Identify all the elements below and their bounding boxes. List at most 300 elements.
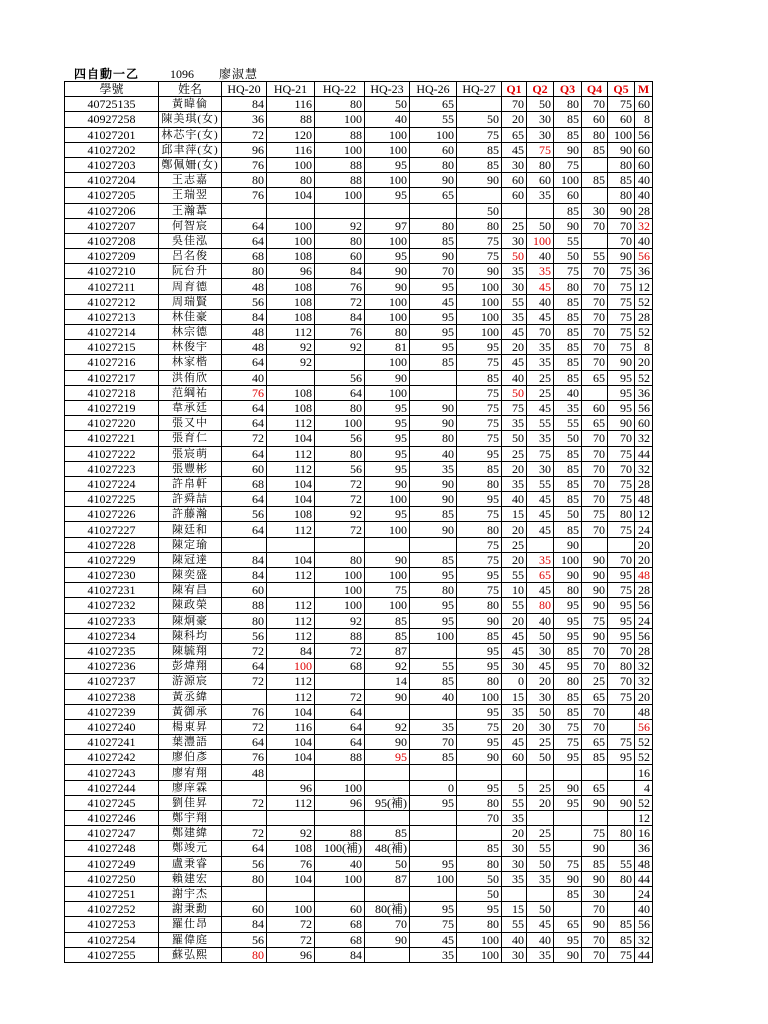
cell-hq23 [365, 947, 410, 962]
table-row [65, 886, 653, 901]
table-row [65, 400, 653, 415]
cell-q3: 85 [554, 127, 582, 142]
cell-student-id: 41027233 [65, 613, 159, 628]
cell-q2: 45 [527, 492, 554, 507]
cell-q5 [608, 719, 635, 734]
cell-q3 [554, 902, 582, 917]
cell-student-name: 廖庠霖 [159, 780, 222, 795]
cell-q2 [527, 765, 554, 780]
cell-hq23 [365, 886, 410, 901]
cell-student-name: 盧秉睿 [159, 856, 222, 871]
cell-hq21: 108 [267, 400, 315, 415]
cell-q2: 75 [527, 446, 554, 461]
cell-student-name: 林家楷 [159, 355, 222, 370]
cell-student-name: 廖伯彥 [159, 750, 222, 765]
cell-student-id: 41027204 [65, 173, 159, 188]
cell-hq23: 90 [365, 689, 410, 704]
cell-hq23: 95 [365, 400, 410, 415]
cell-q5 [608, 841, 635, 856]
cell-hq26: 85 [410, 233, 457, 248]
cell-q5: 75 [608, 279, 635, 294]
cell-student-id: 41027205 [65, 188, 159, 203]
cell-hq23: 95 [365, 446, 410, 461]
cell-q2: 50 [527, 97, 554, 112]
table-row [65, 385, 653, 400]
cell-hq21: 108 [267, 279, 315, 294]
cell-hq21: 108 [267, 294, 315, 309]
cell-q4: 70 [582, 279, 608, 294]
cell-q1: 30 [502, 157, 527, 172]
cell-student-id: 41027211 [65, 279, 159, 294]
cell-q3 [554, 765, 582, 780]
column-header-student-id: 學號 [65, 82, 159, 97]
cell-hq26: 95 [410, 568, 457, 583]
cell-student-name: 陳美琪(女) [159, 112, 222, 127]
table-row [65, 628, 653, 643]
table-row [65, 568, 653, 583]
cell-hq21: 104 [267, 735, 315, 750]
cell-q2: 35 [527, 264, 554, 279]
cell-student-id: 41027207 [65, 218, 159, 233]
table-row [65, 780, 653, 795]
cell-hq26: 45 [410, 932, 457, 947]
cell-q3: 75 [554, 735, 582, 750]
cell-q2: 25 [527, 826, 554, 841]
cell-q4: 70 [582, 719, 608, 734]
cell-q2: 45 [527, 400, 554, 415]
cell-hq22: 100 [315, 568, 365, 583]
cell-hq20: 40 [222, 370, 267, 385]
cell-q2: 55 [527, 841, 554, 856]
cell-student-id: 41027246 [65, 811, 159, 826]
cell-hq27: 85 [457, 142, 502, 157]
cell-m: 24 [635, 613, 653, 628]
table-row [65, 750, 653, 765]
cell-q5: 55 [608, 856, 635, 871]
cell-q1: 20 [502, 613, 527, 628]
table-row [65, 142, 653, 157]
cell-m: 32 [635, 218, 653, 233]
cell-hq27: 80 [457, 218, 502, 233]
cell-hq21: 116 [267, 97, 315, 112]
cell-hq22: 60 [315, 902, 365, 917]
cell-hq21: 76 [267, 856, 315, 871]
cell-hq27: 75 [457, 507, 502, 522]
class-code: 1096 [170, 67, 194, 81]
table-row [65, 264, 653, 279]
cell-m: 28 [635, 309, 653, 324]
cell-hq22: 72 [315, 476, 365, 491]
cell-hq27: 75 [457, 416, 502, 431]
cell-hq26 [410, 811, 457, 826]
cell-q5: 95 [608, 628, 635, 643]
cell-hq26 [410, 765, 457, 780]
cell-q4: 90 [582, 628, 608, 643]
cell-q1: 20 [502, 826, 527, 841]
cell-q5: 95 [608, 598, 635, 613]
cell-q1 [502, 886, 527, 901]
cell-q4: 70 [582, 294, 608, 309]
table-row [65, 643, 653, 658]
cell-student-name: 林芯宇(女) [159, 127, 222, 142]
cell-hq20: 84 [222, 97, 267, 112]
cell-hq22: 40 [315, 856, 365, 871]
cell-hq23: 92 [365, 659, 410, 674]
cell-hq27: 95 [457, 446, 502, 461]
cell-q3: 95 [554, 795, 582, 810]
cell-q3: 55 [554, 233, 582, 248]
cell-q2: 30 [527, 643, 554, 658]
cell-q2 [527, 886, 554, 901]
cell-q1: 45 [502, 325, 527, 340]
cell-q4: 70 [582, 325, 608, 340]
cell-q3: 85 [554, 203, 582, 218]
cell-hq23: 97 [365, 218, 410, 233]
table-row [65, 598, 653, 613]
column-header-hq23: HQ-23 [365, 82, 410, 97]
cell-q3: 50 [554, 507, 582, 522]
cell-q3: 95 [554, 598, 582, 613]
cell-hq27: 50 [457, 871, 502, 886]
cell-hq26: 65 [410, 188, 457, 203]
table-row [65, 249, 653, 264]
cell-q5: 90 [608, 355, 635, 370]
column-header-hq26: HQ-26 [410, 82, 457, 97]
cell-q2: 70 [527, 325, 554, 340]
cell-hq21: 96 [267, 947, 315, 962]
cell-hq23: 80(補) [365, 902, 410, 917]
cell-hq27: 75 [457, 249, 502, 264]
cell-student-name: 陳科均 [159, 628, 222, 643]
cell-m: 24 [635, 886, 653, 901]
cell-q5: 70 [608, 218, 635, 233]
cell-hq26: 95 [410, 325, 457, 340]
cell-m: 32 [635, 674, 653, 689]
cell-m: 20 [635, 537, 653, 552]
cell-q1: 0 [502, 674, 527, 689]
cell-student-name: 陳炯豪 [159, 613, 222, 628]
cell-hq20: 72 [222, 719, 267, 734]
cell-hq22: 92 [315, 507, 365, 522]
cell-q2: 25 [527, 780, 554, 795]
cell-q4: 75 [582, 613, 608, 628]
cell-hq27: 85 [457, 461, 502, 476]
cell-q1 [502, 765, 527, 780]
cell-q2: 80 [527, 157, 554, 172]
cell-q3: 80 [554, 674, 582, 689]
cell-student-name: 洪侑欣 [159, 370, 222, 385]
cell-q4: 60 [582, 112, 608, 127]
cell-q4: 70 [582, 704, 608, 719]
cell-hq27: 80 [457, 598, 502, 613]
cell-student-name: 劉佳昇 [159, 795, 222, 810]
cell-hq26: 85 [410, 750, 457, 765]
cell-q2: 100 [527, 233, 554, 248]
cell-hq26 [410, 203, 457, 218]
cell-hq26: 55 [410, 659, 457, 674]
cell-hq21: 104 [267, 492, 315, 507]
cell-m: 52 [635, 325, 653, 340]
cell-q2 [527, 203, 554, 218]
cell-q1: 45 [502, 628, 527, 643]
cell-q5: 75 [608, 97, 635, 112]
table-row [65, 112, 653, 127]
cell-q3: 85 [554, 704, 582, 719]
cell-student-id: 41027248 [65, 841, 159, 856]
cell-hq26: 90 [410, 249, 457, 264]
cell-hq26: 95 [410, 856, 457, 871]
cell-hq21: 120 [267, 127, 315, 142]
cell-student-name: 陳宥昌 [159, 583, 222, 598]
cell-q2: 50 [527, 628, 554, 643]
table-row [65, 218, 653, 233]
cell-q3: 100 [554, 173, 582, 188]
cell-hq20: 80 [222, 173, 267, 188]
cell-q2: 35 [527, 552, 554, 567]
cell-q3: 85 [554, 522, 582, 537]
cell-hq27: 95 [457, 659, 502, 674]
cell-hq22: 80 [315, 446, 365, 461]
cell-q5: 70 [608, 552, 635, 567]
cell-m: 52 [635, 370, 653, 385]
cell-q4 [582, 157, 608, 172]
table-row [65, 735, 653, 750]
cell-hq22: 64 [315, 719, 365, 734]
cell-hq27: 85 [457, 370, 502, 385]
cell-q3: 90 [554, 142, 582, 157]
cell-student-id: 41027249 [65, 856, 159, 871]
cell-q5: 90 [608, 203, 635, 218]
table-row [65, 203, 653, 218]
cell-m: 56 [635, 628, 653, 643]
cell-hq22 [315, 355, 365, 370]
cell-hq20: 64 [222, 446, 267, 461]
cell-student-id: 41027228 [65, 537, 159, 552]
cell-hq22: 100 [315, 416, 365, 431]
cell-q1: 75 [502, 400, 527, 415]
cell-hq26: 80 [410, 431, 457, 446]
cell-student-id: 41027219 [65, 400, 159, 415]
cell-q5: 85 [608, 932, 635, 947]
cell-hq22 [315, 886, 365, 901]
cell-q5 [608, 704, 635, 719]
cell-hq26: 95 [410, 902, 457, 917]
cell-q2: 55 [527, 416, 554, 431]
cell-hq21: 112 [267, 628, 315, 643]
cell-m: 56 [635, 400, 653, 415]
cell-m: 36 [635, 264, 653, 279]
cell-student-name: 王志嘉 [159, 173, 222, 188]
cell-hq26: 55 [410, 112, 457, 127]
cell-hq27: 90 [457, 750, 502, 765]
cell-student-id: 41027227 [65, 522, 159, 537]
cell-q5: 90 [608, 416, 635, 431]
cell-q5: 90 [608, 249, 635, 264]
cell-hq22: 88 [315, 127, 365, 142]
cell-q4: 65 [582, 735, 608, 750]
cell-hq23: 95 [365, 249, 410, 264]
cell-hq23: 95 [365, 157, 410, 172]
cell-student-name: 邱聿萍(女) [159, 142, 222, 157]
cell-q5: 75 [608, 492, 635, 507]
cell-hq20: 56 [222, 294, 267, 309]
cell-hq26: 40 [410, 689, 457, 704]
cell-m: 28 [635, 203, 653, 218]
table-row [65, 765, 653, 780]
cell-hq20: 76 [222, 704, 267, 719]
cell-hq22: 72 [315, 643, 365, 658]
cell-m: 48 [635, 704, 653, 719]
cell-hq26: 45 [410, 294, 457, 309]
cell-hq27: 95 [457, 340, 502, 355]
cell-m: 24 [635, 522, 653, 537]
grade-table [64, 81, 653, 963]
cell-m: 20 [635, 355, 653, 370]
cell-hq20: 72 [222, 643, 267, 658]
cell-hq26: 90 [410, 522, 457, 537]
cell-q5: 75 [608, 264, 635, 279]
cell-q2: 80 [527, 598, 554, 613]
cell-m: 36 [635, 841, 653, 856]
cell-hq20: 72 [222, 127, 267, 142]
cell-hq27: 100 [457, 689, 502, 704]
cell-q4 [582, 385, 608, 400]
cell-q2: 55 [527, 476, 554, 491]
table-row [65, 355, 653, 370]
cell-student-name: 林宗德 [159, 325, 222, 340]
cell-m: 40 [635, 173, 653, 188]
cell-student-name: 葉灃語 [159, 735, 222, 750]
cell-m: 40 [635, 233, 653, 248]
cell-q1: 20 [502, 112, 527, 127]
cell-q3: 80 [554, 279, 582, 294]
cell-hq27: 50 [457, 112, 502, 127]
cell-student-id: 41027208 [65, 233, 159, 248]
cell-q1: 40 [502, 370, 527, 385]
cell-q5 [608, 886, 635, 901]
cell-hq26 [410, 886, 457, 901]
cell-student-name: 許藤瀚 [159, 507, 222, 522]
cell-q2: 35 [527, 431, 554, 446]
cell-hq22 [315, 811, 365, 826]
cell-q4: 70 [582, 446, 608, 461]
cell-q4: 70 [582, 218, 608, 233]
cell-m: 40 [635, 902, 653, 917]
cell-q4: 30 [582, 886, 608, 901]
cell-student-id: 41027247 [65, 826, 159, 841]
cell-student-name: 張又中 [159, 416, 222, 431]
cell-q2: 25 [527, 370, 554, 385]
cell-student-id: 41027235 [65, 643, 159, 658]
cell-q1: 40 [502, 492, 527, 507]
cell-m: 60 [635, 142, 653, 157]
cell-q1: 65 [502, 127, 527, 142]
cell-q3: 75 [554, 856, 582, 871]
cell-hq21: 112 [267, 568, 315, 583]
cell-student-id: 41027220 [65, 416, 159, 431]
cell-q4: 70 [582, 932, 608, 947]
cell-hq27: 75 [457, 233, 502, 248]
cell-hq23 [365, 765, 410, 780]
cell-q3: 75 [554, 719, 582, 734]
cell-q5: 75 [608, 689, 635, 704]
cell-student-name: 周育德 [159, 279, 222, 294]
cell-hq22: 100 [315, 142, 365, 157]
cell-m: 48 [635, 492, 653, 507]
cell-q5: 70 [608, 461, 635, 476]
cell-hq27: 100 [457, 294, 502, 309]
cell-hq21 [267, 765, 315, 780]
cell-hq23: 100 [365, 522, 410, 537]
cell-student-name: 賴建宏 [159, 871, 222, 886]
cell-hq26: 95 [410, 340, 457, 355]
cell-hq23: 85 [365, 613, 410, 628]
cell-hq26: 90 [410, 173, 457, 188]
cell-m: 52 [635, 294, 653, 309]
cell-hq21 [267, 203, 315, 218]
cell-student-id: 41027240 [65, 719, 159, 734]
cell-hq22: 84 [315, 264, 365, 279]
cell-hq20 [222, 203, 267, 218]
cell-hq23: 100 [365, 355, 410, 370]
cell-hq26: 95 [410, 598, 457, 613]
cell-hq20: 96 [222, 142, 267, 157]
cell-q4: 90 [582, 568, 608, 583]
cell-hq23: 80 [365, 325, 410, 340]
table-row [65, 537, 653, 552]
cell-hq23: 90 [365, 552, 410, 567]
cell-q3: 80 [554, 97, 582, 112]
cell-student-name: 張豐彬 [159, 461, 222, 476]
cell-student-id: 41027209 [65, 249, 159, 264]
cell-q1: 10 [502, 583, 527, 598]
table-row [65, 340, 653, 355]
table-row [65, 127, 653, 142]
cell-q3: 85 [554, 689, 582, 704]
cell-hq26: 85 [410, 674, 457, 689]
cell-hq26 [410, 370, 457, 385]
column-header-q1: Q1 [502, 82, 527, 97]
cell-hq21: 88 [267, 112, 315, 127]
cell-hq21: 104 [267, 871, 315, 886]
cell-hq23: 87 [365, 871, 410, 886]
cell-q5: 70 [608, 233, 635, 248]
cell-q1: 70 [502, 97, 527, 112]
cell-hq21 [267, 811, 315, 826]
cell-m: 16 [635, 826, 653, 841]
cell-m: 44 [635, 947, 653, 962]
cell-student-name: 彭煒翔 [159, 659, 222, 674]
cell-q2 [527, 811, 554, 826]
cell-hq21: 104 [267, 431, 315, 446]
cell-hq22: 92 [315, 613, 365, 628]
cell-student-name: 林俊宇 [159, 340, 222, 355]
cell-hq20: 64 [222, 218, 267, 233]
cell-q3: 85 [554, 643, 582, 658]
cell-q2: 50 [527, 218, 554, 233]
cell-m: 56 [635, 598, 653, 613]
cell-hq20: 64 [222, 416, 267, 431]
cell-student-id: 41027254 [65, 932, 159, 947]
cell-hq23: 90 [365, 264, 410, 279]
cell-hq26: 95 [410, 279, 457, 294]
cell-hq22: 72 [315, 492, 365, 507]
cell-q1: 35 [502, 416, 527, 431]
cell-q3: 85 [554, 309, 582, 324]
cell-hq26: 95 [410, 613, 457, 628]
cell-q3: 90 [554, 218, 582, 233]
cell-q2: 45 [527, 583, 554, 598]
